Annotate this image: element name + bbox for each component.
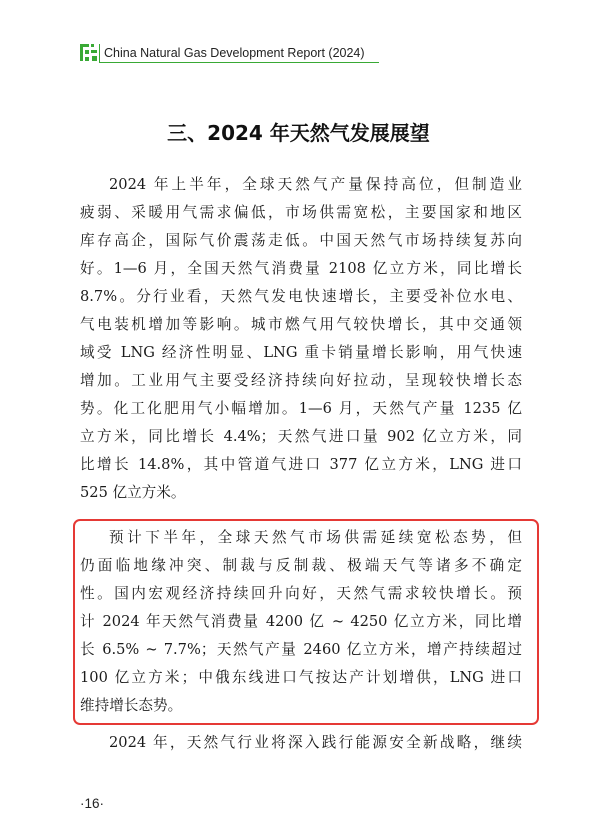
- paragraph-line: 计 2024 年天然气消费量 4200 亿 ~ 4250 亿立方米，同比增: [80, 613, 522, 630]
- highlight-annotation-box: [73, 519, 539, 725]
- page-number: ·16·: [80, 796, 105, 811]
- section-title: 三、2024 年天然气发展展望: [167, 121, 430, 145]
- paragraph-line: 性。国内宏观经济持续回升向好，天然气需求较快增长。预: [80, 585, 522, 602]
- paragraph-line: 2024 年上半年，全球天然气产量保持高位，但制造业: [109, 176, 522, 193]
- paragraph-line: 势。化工化肥用气小幅增加。1—6 月，天然气产量 1235 亿: [80, 400, 522, 417]
- paragraph-line: 好。1—6 月，全国天然气消费量 2108 亿立方米，同比增长: [80, 260, 522, 277]
- paragraph-line: 2024 年，天然气行业将深入践行能源安全新战略，继续: [109, 734, 522, 751]
- paragraph-line: 库存高企，国际气价震荡走低。中国天然气市场持续复苏向: [80, 232, 522, 249]
- paragraph-line: 525 亿立方米。: [80, 484, 186, 501]
- paragraph-line: 疲弱、采暖用气需求偏低，市场供需宽松，主要国家和地区: [80, 204, 522, 221]
- paragraph-industry-outlook: [80, 729, 522, 757]
- paragraph-line: 立方米，同比增长 4.4%；天然气进口量 902 亿立方米，同: [80, 428, 522, 445]
- paragraph-line: 长 6.5% ~ 7.7%；天然气产量 2460 亿立方米，增产持续超过: [80, 641, 522, 658]
- paragraph-line: 维持增长态势。: [80, 697, 183, 714]
- paragraph-line: 增加。工业用气主要受经济持续向好拉动，呈现较快增长态: [80, 372, 522, 389]
- report-logo-icon: [80, 44, 97, 61]
- paragraph-line: 仍面临地缘冲突、制裁与反制裁、极端天气等诸多不确定: [80, 557, 522, 574]
- paragraph-line: 100 亿立方米；中俄东线进口气按达产计划增供，LNG 进口: [80, 669, 522, 686]
- report-title: China Natural Gas Development Report (2024): [99, 44, 379, 63]
- paragraph-line: 8.7%。分行业看，天然气发电快速增长，主要受补位水电、: [80, 288, 522, 305]
- paragraph-line: 比增长 14.8%，其中管道气进口 377 亿立方米，LNG 进口: [80, 456, 522, 473]
- paragraph-line: 预计下半年，全球天然气市场供需延续宽松态势，但: [109, 529, 522, 546]
- paragraph-line: 域受 LNG 经济性明显、LNG 重卡销量增长影响，用气快速: [80, 344, 522, 361]
- paragraph-line: 气电装机增加等影响。城市燃气用气较快增长，其中交通领: [80, 316, 522, 333]
- paragraph-first-half-review: [80, 171, 522, 507]
